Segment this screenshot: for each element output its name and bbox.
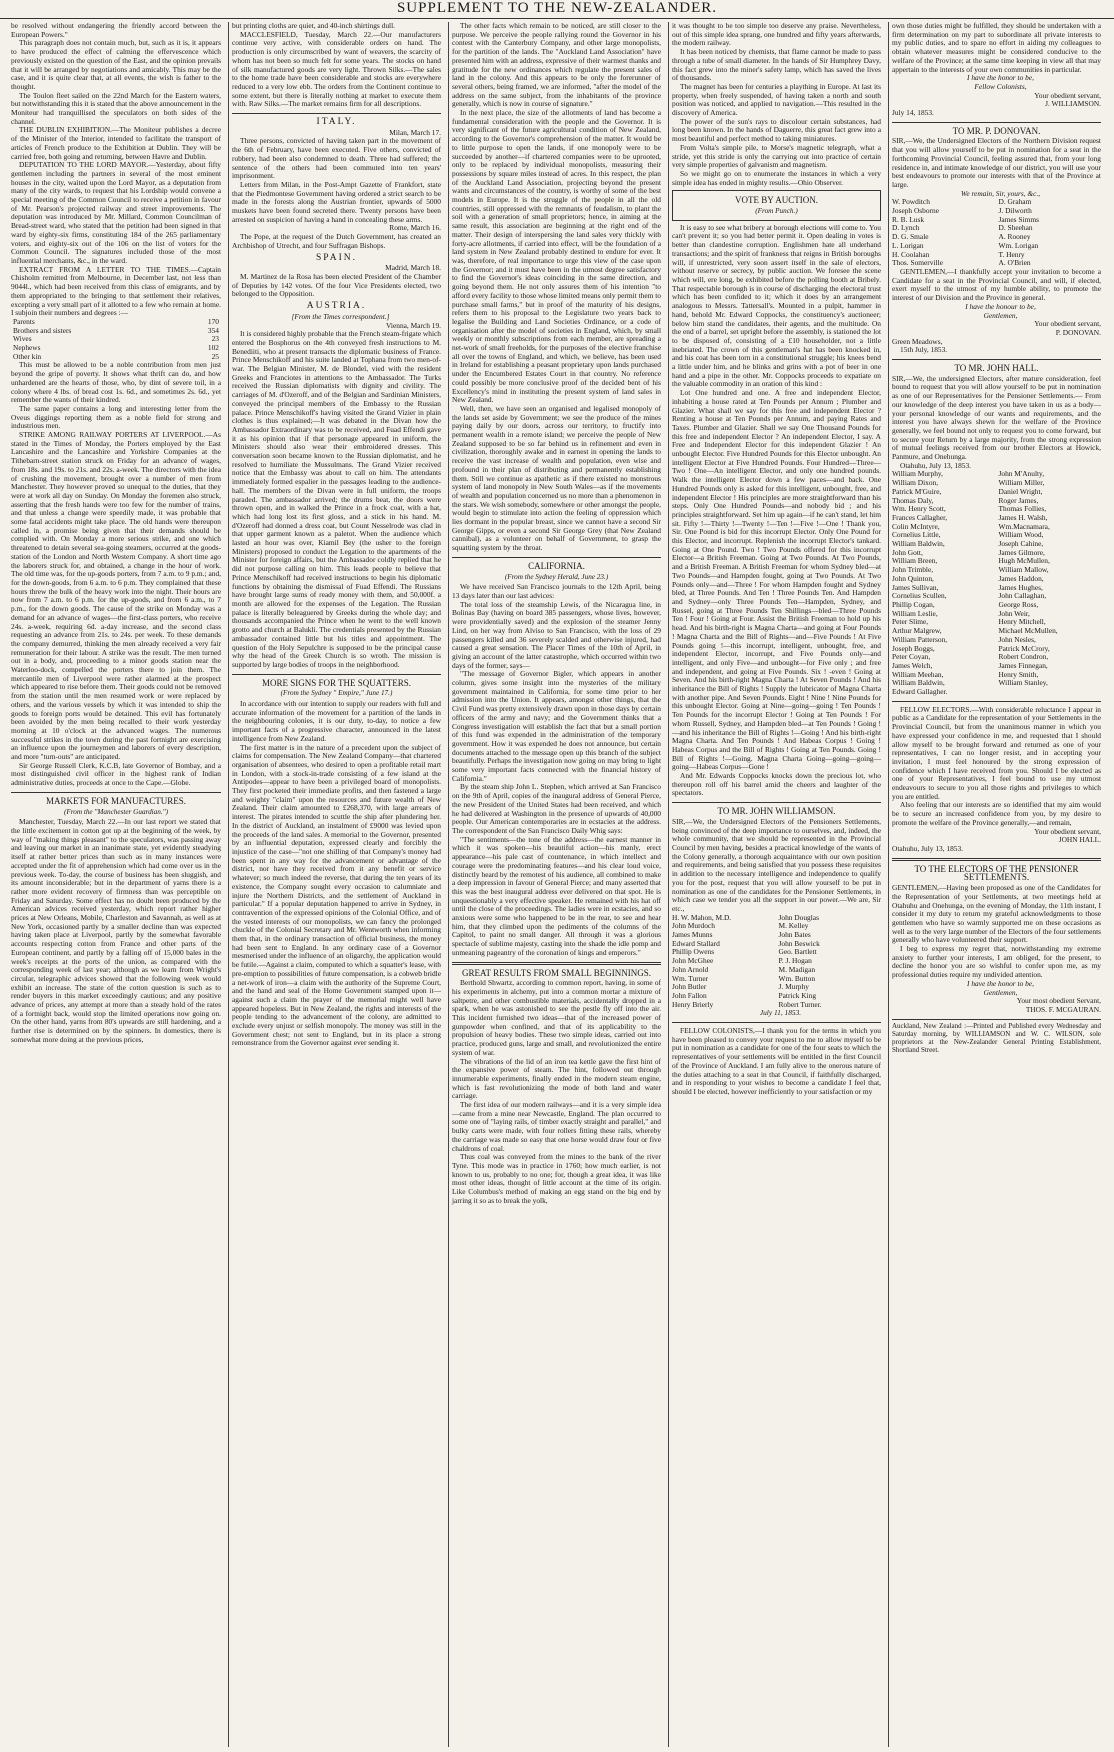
signer-name: William Patterson,	[892, 634, 948, 644]
paragraph: GENTLEMEN,—Having been proposed as one of the Candidates for the Representation of your Settlements, at two meetings held at Otahuhu and Onehunga, on the evening of Monday, the 11th instant, I consider it my duty to return my grateful acknowledgments to those gentlemen who have so warmly supported me on these occasions as well as to the very large number of the Electors of the four settlements generally who have volunteered their support.	[892, 883, 1101, 945]
paragraph: "The message of Governor Bigler, which appears in another column, gives some insight into the mysteries of the military government maintained in California, for some time prior to her admission into the Union. It appears, amongst other things, that the Civil Fund was pretty extensively drawn upon in those days by certain officers of the army and navy; and the Government thinks that a Congress investigation will establish the fact that but a small portion of this fund was expended in the administration of the temporary government. How it was expended he does not announce, but certain documents attached to the message open up this branch of the subject beautifully. Perhaps the investigation now going on may bring to light some very important facts connected with the financial history of California."	[452, 669, 661, 783]
paragraph: SIR,—We, the undersigned Electors, after mature consideration, feel bound to request that you will allow yourself to be put in nomination as one of our Representatives for the Pensioner Settlements.— From our knowledge of the deep interest you have taken in us as a body—your personal knowledge of our wants and requirements, and the interest you have always shewn for the welfare of the Province generally, we feel bound not only to request you to come forward, but to secure your Return by a large majority, from the strong expression of mutual feelings received from our brother Electors at Howick, Panmure, and Onehunga.	[892, 373, 1101, 462]
column-3	[448, 22, 664, 1747]
signers-list	[672, 914, 881, 1010]
signer-name: A. O'Brien	[998, 258, 1031, 268]
date-line: July 14, 1853.	[892, 108, 934, 118]
signer-name: Wm. Turner	[672, 973, 709, 983]
table-row	[11, 335, 221, 344]
paragraph: From Volta's simple pile, to Morse's magnetic telegraph, what a stride, yet this stride is only the carrying out into practice of certain very simple properties of galvanism and magnetism.	[672, 142, 881, 170]
paragraph: The power of the sun's rays to discolour certain substances, had long been known. In the hands of Daguerre, this great fact grew into a most beautiful and perfect method to taking miniatures.	[672, 116, 881, 144]
section-heading: ITALY.	[316, 117, 357, 128]
paragraph: The Toulon fleet sailed on the 22nd March for the Eastern waters, but notwithstanding this it is stated that the above announcement in the Moniteur had tranquillised the speculators on both sides of the channel.	[11, 90, 221, 126]
divider	[672, 1022, 881, 1023]
signature: JOHN HALL.	[1058, 835, 1101, 845]
paragraph: The vibrations of the lid of an iron tea kettle gave the first hint of the expansive power of steam. The hint, followed out through innumerable experiments, finally ended in the modern steam engine, which is fast revolutionizing the mode of both land and water carriage.	[452, 1056, 661, 1101]
signer-name: William Baldwin,	[892, 678, 945, 688]
table-cell: Brothers and sisters	[13, 325, 72, 335]
signer-name: Michael McMullen,	[998, 626, 1058, 636]
signer-name: John Arnold	[672, 964, 709, 974]
signer-name: Patrick M'Guire,	[892, 486, 942, 496]
paragraph: Also feeling that our interests are so identified that my aim would be to secure an increased confidence from you, by my desire to promote the welfare of the Province generally,—and remain,	[892, 800, 1101, 827]
source-line: [From the Times correspondent.]	[291, 311, 390, 321]
divider	[672, 802, 881, 803]
signer-name: James Simms	[998, 214, 1039, 224]
closing: Your obedient servant,	[1034, 90, 1101, 100]
signer-name: Joseph Boggs,	[892, 643, 935, 653]
closing: I have the honor to be,	[967, 978, 1034, 988]
signer-name: W. Powditch	[892, 197, 930, 207]
signer-name: Wm. Button	[778, 973, 816, 983]
source-line: (From the "Manchester Guardian.")	[63, 807, 169, 816]
signer-name: D. G. Smale	[892, 232, 929, 242]
signer-name: Henry Mitchell,	[998, 617, 1046, 627]
closing: Your obedient servant,	[1034, 826, 1101, 836]
signer-name: James Sullivan,	[892, 582, 939, 592]
section-heading: TO MR. JOHN HALL.	[954, 363, 1039, 374]
signer-name: Edward Stallard	[672, 938, 720, 948]
signer-name: Roger James,	[998, 495, 1039, 505]
signer-name: Wm. Lorigan	[998, 240, 1039, 250]
signer-name: John Quinton,	[892, 573, 934, 583]
paragraph: SIR,—We, the Undersigned Electors of the Pensioners Settlements, being convinced of the deep importance to ourselves, and, indeed, the whole community, that we should be represented in the Provincial Council by men having, besides a practical knowledge of the wants of the Colony generally, a thorough acquaintance with our own position and requirements, and being satisfied that you possess these requisites in addition to the necessary intelligence and independence to qualify you for the post, request that you will allow yourself to be put in nomination as one of the candidates for the Pensioner Settlements, in which case we tender you all the support in our power.—We are, Sir etc.,	[672, 816, 881, 913]
signer-name: Phillip Cogan,	[892, 600, 935, 609]
signer-name: Robert Turner.	[778, 999, 822, 1009]
signer-name: William Baldwin,	[892, 539, 945, 549]
signer-name: John Fallon	[672, 990, 707, 1000]
paragraph: own those duties might be fulfilled, they should be undertaken with a firm determination on my part to subordinate all private interests to my public duties, and to spare no effort in aiding my colleagues to obtain whatever measures might be considered conducive to the welfare of the Province; at the same time keeping in view all that may appertain to the interests of your own communities in particular.	[892, 22, 1101, 74]
dateline: Rome, March 16.	[389, 223, 441, 233]
paragraph: And Mr. Edwards Coppocks knocks down the precious lot, who thereupon roll off his barrel amid the cheers and laughter of the spectators.	[672, 771, 881, 798]
signers-list	[892, 198, 1101, 268]
paragraph: It is considered highly probable that the French steam-frigate which entered the Bosphorus on the 4th conveyed fresh instructions to M. Benediiti, who at present transacts the diplomatic business of France. Prince Menschikoff and his suite landed at Tophana from two men-of-war. The Belgian Minister, M. de Blondel, vied with the resident Greeks and Franciotes in attentions to the Ambassador. The Turks received the Russian diplomatists with dignity and civility. The carriages of M. d'Ozeroff, and of the Belgian and Sardinian Ministers, conveyed the principal members of the Embassy to the Russian palace. Prince Menschikoff's having visited the Grand Vizier in plain clothes is thus explained;—It was debated in the Divan how the Ambassador Extraordinary was to be received, and Fuad Effendi gave it as his opinion that if that personage appeared in uniform, the Ministers should also wear their embroidered dresses. This conversation soon became known to the Russian diplomatist, and he resolved to humiliate the Mussulmans. The Grand Vizier received notice that the Embassy was about to call on him. The attendants immediately formed espalier in the passages leading to the audience-hall. The members of the Divan were in full uniform, the troops paraded. The ambassador arrived; the drums beat, the doors were thrown open, and in walked the Prince in a frock coat, with a hat, which had long lost its first gloss, and a stick in his hand. M. d'Ozeroff had donned a dress coat, but Count Nesselrode was clad in that upper garment known as a paletot. When the audience which lasted an hour was over, Kiamil Bey (the usher to the foreign Ministers) proposed to conduct the Legation to the apartments of the Minister for foreign affairs, but the Ambassador coldly replied that he did not purpose calling on him. This leads people to believe that Prince Menschikoff had received instructions to begin his diplomatic functions by obtaining the dismissal of Fuad Effendi. The Russians have brought large sums of ready money with them, and 50,000f. a month are allowed for the expenses of the Legation. The Russian palace is literally beleaguered by Greeks during the whole day; and thousands accompanied the Prince when he went to the well known grotto and church at Balukli. The credentials presented by the Russian ambassador contained little but his titles and appointment. The question of the Holy Sepulchre is supposed to be the principal cause why the head of the Greek Church is so wroth. The mission is supported by large bodies of troops in the neighborhood.	[232, 329, 441, 669]
signer-name: Colin McIntyre,	[892, 521, 940, 531]
signer-name: James H. Walsh,	[998, 512, 1048, 522]
dateline: Madrid, March 18.	[385, 263, 441, 273]
signer-name: James Welch,	[892, 660, 933, 670]
paragraph: MACCLESFIELD, Tuesday, March 22.—Our manufacturers continue very active, with considerable orders on hand. The production is only circumscribed by want of weavers, the scarcity of whom has not been so much felt for some years. The stocks on hand of silk manufactured goods are very light. Thrown Silks.—The sales to the home trade have been considerable and stocks are everywhere reduced to a very low ebb. The orders from the Continent continue to some extent, but there is literally nothing at market to execute them with. Raw Silks.—The market remains firm for all descriptions.	[232, 29, 441, 109]
date-line: Otahuhu, July 13, 1853.	[892, 843, 964, 853]
table-cell: Parents	[13, 316, 35, 326]
divider	[892, 359, 1101, 360]
paragraph: GENTLEMEN,—I thankfully accept your invitation to become a Candidate for a seat in the Provincial Council, and will, if elected, exert myself to the utmost of my humble ability, to promote the interest of our Division and the Province in general.	[892, 266, 1101, 303]
signer-name: William Leslie,	[892, 608, 938, 618]
paragraph: Sir George Russell Clerk, K.C.B, late Governor of Bombay, and a most distinguished civil officer in the highest rank of Indian administrative duties, proceeds at once to the Cape.—Globe.	[11, 760, 221, 788]
paragraph: but printing cloths are quiet, and 40-inch shirtings dull.	[232, 22, 395, 30]
section-heading: TO MR. JOHN WILLIAMSON.	[717, 806, 836, 817]
section-heading: TO THE ELECTORS OF THE PENSIONER SETTLEMENTS.	[914, 863, 1079, 883]
signers-list	[892, 470, 1101, 696]
table-cell: Other kin	[13, 351, 42, 361]
paragraph: "The sentiments—the tone of the address—the earnest manner in which it was spoken—his beautiful action—his manly, erect appearance—his pale cast of countenance, in which intellect and courage were the predominating features—and his clear loud voice, distinctly heard by the remotest of his audience, all combined to make a deep impression in favour of General Pierce; and many asserted that this was the best inaugural address ever delivered on that spot. He is unquestionably a very effective speaker. He remained with his hat off until the close of the proceedings. The ladies were in ecstacies, and so anxious were some who happened to be in the rear, to see and hear him, that they climbed upon the pediments of the columns of the Capitol, to paint no small danger. All through it was a glorious spectacle of sublime majesty, casting into the shade the idle pomp and unmeaning pageantry of the coronation of kings and emperors."	[452, 834, 661, 957]
divider	[892, 858, 1101, 861]
date-line: 15th July, 1853.	[900, 345, 948, 355]
paragraph: Letters from Milan, in the Post-Ampt Gazette of Frankfort, state that the Piedmontese Government having ordered a strict search to be made in the forests along the Austrian frontier, upwards of 5000 muskets have been found secreted there. Twenty persons have been arrested on suspicion of having a hand in concealing these arms.	[232, 179, 441, 224]
dateline: Vienna, March 19.	[386, 320, 441, 330]
paragraph: Berthold Shwartz, according to common report, having, in some of his experiments in alchemy, put into a common mortar a mixture of saltpetre, and other combustible materials, accidentally dropped in a spark, when he was astonished to see the pestle fly off into the air. This incident furnished two ideas—that of the increased power of gunpowder when confined, and that of its applicability to the propulsion of heavy bodies. These two simple ideas, carried out into practice, produced guns, large and small, and revolutionized the entire system of war.	[452, 978, 661, 1057]
signer-name: Henry Smith,	[998, 669, 1039, 679]
paragraph: SIR,—We, the Undersigned Electors of the Northern Division request that you will allow yourself to be put in nomination for a seat in the forthcoming Provincial Council, feeling assured that, from your long residence in, and intimate knowledge of our district, you will use your best endeavours to promote our interests with that of the Province at large.	[892, 136, 1101, 189]
column-5	[888, 22, 1104, 1747]
section-heading: AUSTRIA.	[306, 301, 367, 312]
signer-name: John Callaghan,	[998, 591, 1047, 601]
closing: Your most obedient Servant,	[1016, 996, 1101, 1006]
signer-name: Thomas Daly,	[892, 495, 934, 505]
signer-name: John Butler	[672, 982, 707, 992]
signer-name: John M'Anulty,	[998, 469, 1045, 479]
signer-name: George Ross,	[998, 600, 1039, 609]
signer-name: Joseph Osborne	[892, 206, 940, 216]
paragraph: FELLOW ELECTORS.—With considerable reluctance I appear in public as a Candidate for the representation of your Settlements in the Provincial Council, but from the unanimous manner in which you have expressed your confidence in me, and requested that I should allow myself to be brought forward and returned as one of your representatives, I can no longer resist, and in accepting your invitation, I must feel honoured by the strong expression of confidence which I have received from you. Should I be elected as one of your Representatives, I feel bound to use my utmost endeavours to secure to you all those rights and privileges to which you are entitled.	[892, 704, 1101, 801]
divider	[892, 701, 1101, 702]
section-heading: CALIFORNIA.	[528, 560, 585, 571]
paragraph: The other facts which remain to be noticed, are still closer to the purpose. We perceive the people rallying round the Governor in his contest with the Canterbury Company, and other large monopolists, for the partition of the lands. The "Auckland Land Association" have presented him with an address, expressive of their warmest thanks and gratitude for the new ordinances which regulate the present sales of land in the colony. And this appears to be only the forerunner of several others, being framed, we are informed, "after the model of the address on the same subject, from the inhabitants of the province generally, which is now in course of signature."	[452, 22, 661, 109]
signer-name: Joseph Cahine,	[998, 539, 1044, 549]
paragraph: Lot One hundred and one. A free and independent Elector, inhabiting a house rated at Ten Pounds per Annum ; Plumber and Glazier. What shall we say for this free and independent Elector ? Renting a house at Ten Pounds per Annum, and paying Rates and Taxes. Plumber and Glazier. Shall we say One Thousand Pounds for this free and independent Elector ? An independent Elector, I say. A Free and Independent Elector for this independent Glazier ! An unbought Elector. Five Hundred Pounds for this Elector unbought. An intelligent Elector at Five Hundred Pounds. Four Hundred—Three—Two ! One—An intelligent Elector, and only one hundred pounds. Walk the intelligent Elector down a few paces—and back. One Hundred Pounds only is asked for this intelligent, unbought, free, and independent Elector ! His principles are more straightforward than his steps. Only One Hundred Pounds—and nobody bid ; and his principles straightforward. Set him up again—if he can't stand, let him sit. Fifty !—Thirty !—Twenty !—Ten !—Five !—One ! Thank you, Sir. One Pound is bid for this incorrupt Elector. Only One Pound for this Elector, and incorrupt. Replenish the incorrupt Elector's tankard. Going at One Pound. Two ! Two Pounds offered for this incorrupt Elector—a British Freeman. Going at Two Pounds. At Two Pounds, and a British Freeman. A British Freeman for whom Sydney bled—at Two Pounds—and Hampden fought, going at Two Pounds. At Two Pounds only—and—Three ! For whom Hampden fought and Sydney bled, at Three Pounds. And Ten ! Three Pounds Ten. And Hampden and Sydney—only Three Pounds Ten—Hampden, Sydney, and Russel, going at Three Pounds Ten Shillings—bled—Three Pounds Ten ! Four ! Going at Four. Assist the British Freeman to hold up his head. And his birth-right is Magna Charta—and going at Four Pounds ! Magna Charta and the Bill of Rights—and—Five Pounds ! At Five Pounds going !—this incorrupt, intelligent, unbought, free, and independent Elector, incorrupt, and Five Pounds only—and intelligent, and only Five—and unbought—for Five only ; and free and independent, and going at Five Pounds. Six ! ‑even ! Going at Seven. And his birth-right Magna Charta ! At Seven Pounds ! And his inheritance the Bill of Rights ! Supply the lubricator of Magna Charta with another pipe. And Seven Pounds. Eight ! Nine ! Nine Pounds for this unbought Elector. Going at Nine—going—going ! Ten Pounds ! Ten Pounds for the incorrupt Elector ! Going at Ten Pounds ! For whom Russell, Sydney, and Hampden bled—at Ten Pounds ! Going !—and his inheritance the Bill of Rights !—Going ! And his birth-right Magna Charta. And Ten Pounds ! And Habeas Corpus ! Going ! Habeas Corpus and the Bill of Rights ! Going at Ten Pounds. Going ! Bill of Rights !—Going. Magna Charta Going—going—going—going—Habeas Corpus—Gone !	[672, 388, 881, 772]
closing: Fellow Colonists,	[974, 81, 1027, 91]
signer-name: Peter Coyan,	[892, 652, 931, 662]
paragraph: M. Martinez de la Rosa has been elected President of the Chamber of Deputies by 142 votes. Of the four Vice Presidents elected, two belonged to the Opposition.	[232, 271, 441, 299]
signer-name: J. Murphy	[778, 982, 809, 992]
paragraph: The total loss of the steamship Lewis, of the Nicaragua line, in Bolinas Bay (having on board 385 passengers, whose lives, however, were providentially saved) and the explosion of the steamer Jenny Lind, on her way from Alviso to San Francisco, with the loss of 29 passengers killed and 36 severely scalded and otherwise injured, had caused a great sensation. The Placer Times of the 10th of April, in giving an account of the latter catastrophe, which occurred within two days of the former, says—	[452, 599, 661, 670]
paragraph: it was thought to be too simple too deserve any praise. Nevertheless, out of this simple idea sprang, one hundred and fifty years afterwards, the modern railway.	[672, 22, 881, 48]
signer-name: Patrick McCrory,	[998, 643, 1050, 653]
section-heading: SPAIN.	[316, 252, 357, 263]
signer-name: Henry Brierly	[672, 999, 714, 1009]
closing: I have the honour to be,	[965, 301, 1036, 311]
signer-name: Cornelius Scullen,	[892, 591, 947, 601]
place-line: Green Meadows,	[892, 336, 943, 346]
signer-name: John McGhee	[672, 956, 714, 966]
signer-name: William Breen,	[892, 556, 938, 566]
table-cell: Nephews	[13, 343, 41, 353]
paragraph: The first idea of our modern railways—and it is a very simple idea—came from a mine near Newcastle, England. The plan occurred to some one of "laying rails, of timber exactly straight and parallel," and bulky carts were made, with four rollers fitting these rails, whereby the carriage was made so easy that one horse would draw four or five chaldrons of coal.	[452, 1100, 661, 1153]
signer-name: James Hughes,	[998, 582, 1043, 592]
signer-name: William Meehan,	[892, 669, 944, 679]
paragraph: THE DUBLIN EXHIBITION.—The Moniteur publishes a decree of the Minister of the Interior, intended to facilitate the transport of articles of French produce to the Exhibition at Dublin. They will be carried free, both going and returning, between Havre and Dublin.	[11, 125, 221, 161]
paragraph: This paragraph does not contain much, but, such as it is, it appears to have produced the effect of calming the effervescence which previously existed on the question of the East, and the opinion prevails that it will be arranged by negotiations and amicably. This may be the case, and it is quite clear that, at all events, the wish is father to the thought.	[11, 38, 221, 91]
paragraph: In the next place, the size of the allotments of land has become a fundamental consideration with the people and the Governor. It is very significant of the future agricultural condition of New Zealand, according to the Governor's comprehension of the matter. It would be to little purpose to open the lands, if one monopoly were to be succeeded by another—if chartered companies were to be uprooted, only to be replaced by individual monopolists, measuring their possessions by square miles instead of acres. In this respect, the plan of the Auckland Land Association, projecting beyond the present wants and circumstances of the country, is worthy of some of the best models in Europe. It is the struggle of the people in all the old countries, still oppressed with the remnants of feudalism, to plant the soil with a generation of small proprietors; hence, in aiming at the same result, this association are beginning at the right end of the matter. Their design of interspersing the land sales very thickly with forty-acre allotments, if carried into effect, will be the foundation of a land system in New Zealand probably destined to endure for ever. It was, therefore, of real importance to urge this view of the case upon the Governor; and it must have been in the utmost degree satisfactory to find the Governor's ideas coinciding in the same direction, and going beyond them. He not only assures them of his intention "to afford every facility to those whose limited means only permit them to purchase small farms," but in proof of the maturity of his designs, refers them to his proposal to the Legislature two years back to legalise the Building and Land Societies Ordinance, or a code of organisation after the model of societies in England, which, by small weekly or monthly subscriptions from each member, are spreading a net-work of small freeholds, for the purposes of the elective franchise all over the towns of England, and which, we believe, has been used in Ireland for establishing a peasant proprietary upon lands purchased under the Encumbered Estates Court in that country. No reference could possibly be more conclusive proof of the decided bent of his Excellency's mind in instituting the present system of land sales in New Zealand.	[452, 108, 661, 405]
paragraph: STRIKE AMONG RAILWAY PORTERS AT LIVERPOOL.—As stated in the Times of Monday, the Porters employed by the East Lancashire and the Lancashire and Yorkshire Companies at the Tithebarn-street station struck on Friday for an advance of wages, from 18s. and 19s. to 21s. and 22s. a-week. The directors with the idea of crushing the movement, brought over a number of men from Manchester. They however proved so unequal to the duties, that they were at work all day on Sunday. On Monday the foremen also struck, asserting that the fresh hands were too few for the number of trains, and that unless a change were speedily made, it was probable that some fatal accidents might take place. The old hands were thereupon called in, a promise being given that their demands should be complied with. On Monday a more serious strike, and one which threatened to detain several sea-going steamers, occurred at the goods-station of the London and North Western Company. A short time ago the laborers struck for, and obtained, a change in the hour of work. The old time was, for the up-goods porters, from 7 a.m. to 9 p.m.; and, for the down-goods, from 6 a.m. to 6 p.m. They complained that these hours threw the bulk of the heavy work into the night. Their hours are now from 7 a.m. to 6 p.m. for the up-goods, and from 6 a.m., to 7 p.m., for the down goods. The cause of the strike on Monday was a demand for an advance of wages—the first-class porters, who receive 24s. a-week, requiring 6d. a-day increase, and the second class requesting an advance from 21s. to 24s. per week. To these demands the company demurred, thinking the men already received a very fair remuneration for their labour. A strike was the result. The men turned out in a body, and, proceeding to a minor goods station near the Waterloo-dock, compelled the porters there to join them. The mercantile men of Liverpool were rather alarmed at the prospect which appeared to rise before them. Their goods could not be removed from the station until the men resumed work or were replaced by others, and the various vessels by which it was intended to ship the goods to foreign ports would be detained. This evil has fortunately been avoided by the men being recalled to their work yesterday morning at 10 o'clock at the advanced wages. The numerous successful strikes in the town during the past fortnight are exercising an influence upon the journeymen and laborers of every description, and more "turn-outs" are anticipated.	[11, 430, 221, 762]
paragraph: be resolved without endangering the friendly accord between the European Powers."	[11, 22, 221, 39]
signature: THOS. F. MCGAURAN.	[1025, 1004, 1101, 1014]
colophon: Auckland, New Zealand :—Printed and Published every Wednesday and Saturday morning, by WILLIAMSON and W. C. WILSON, sole proprietors at the New-Zealander General Printing Establishment, Shortland Street.	[892, 1019, 1101, 1054]
signer-name: William Dixon,	[892, 478, 939, 488]
signer-name: John Gott,	[892, 547, 923, 557]
section-heading: MARKETS FOR MANUFACTURES.	[45, 795, 187, 806]
table-cell: Wives	[13, 334, 32, 344]
signer-name: M. Madigan	[778, 964, 816, 974]
section-heading: TO MR. P. DONOVAN.	[952, 125, 1041, 136]
closing: Gentlemen,	[983, 987, 1018, 997]
columns	[8, 22, 1106, 1747]
signer-name: D. Lynch	[892, 223, 920, 233]
closing: Gentlemen,	[983, 310, 1018, 320]
table-row	[11, 327, 221, 336]
closing: We remain, Sir, yours, &c.,	[960, 188, 1041, 198]
vote-by-auction-box	[672, 190, 881, 220]
table-cell: 354	[207, 325, 219, 335]
signer-name: P. J. Hogan	[778, 956, 812, 966]
signer-name: Arthur Malgrew,	[892, 626, 942, 636]
source-line: (From the Sydney " Empire," June 17.)	[280, 689, 393, 698]
signer-name: L. Lorigan	[892, 240, 924, 250]
signer-name: T. Henry	[998, 249, 1025, 259]
signer-name: H. W. Mahon, M.D.	[672, 912, 732, 922]
signer-name: John Beswick	[778, 938, 820, 948]
signature: P. DONOVAN.	[1055, 327, 1101, 337]
signer-name: J. Dilworth	[998, 206, 1032, 216]
signer-name: William Stanley,	[998, 678, 1048, 688]
section-heading: GREAT RESULTS FROM SMALL BEGINNINGS.	[462, 967, 651, 978]
signer-name: Wm.Macnamara,	[998, 521, 1050, 531]
signer-name: D. Graham	[998, 197, 1032, 207]
dateline: Milan, March 17.	[389, 127, 441, 137]
paragraph: It is easy to see what bribery at borough elections will come to. You can't prevent it; so you had better permit it. Open dealing in votes is better than clandestine corruption. Englishmen hate all underhand transactions; and the spirit of frankness that reigns in British boroughs will, if unrestricted, very soon assert itself in the sale of electors, without reserve or secrecy, by public auction. We foresee the scene which will, ere long, be exhibited before the polling booth at Bribely. That respectable borough is in course of discharging the electoral trust which has been confided to it; which it does by an arrangement analogous to Messrs. Tattersall's. Mounted in a pulpit, hammer in hand, behold Mr. Edward Coppocks, the constituency's auctioneer; below him stand the candidates, their agents, and the multitude. On the end of a barrel, set upright before the assembly, is stationed the lot to be disposed of, consisting of a £10 householder, not a little inebriated. The crown of this gentleman's hat has been knocked in, and his coat has been torn in a constitutional struggle; his knees bend a little under him, and he blinks and grins with a pot of beer in one hand and a pipe in the other. Mr. Coppocks proceeds to expatiate on the valuable commodity in an oration of this kind :	[672, 222, 881, 389]
paragraph: We have received San Francisco journals to the 12th April, being 13 days later than our last advices:	[452, 582, 661, 600]
paragraph: DEPUTATION TO THE LORD MAYOR.—Yesterday, about fifty gentlemen including the partners in several of the most eminent houses in the city, waited upon the Lord Mayor, as a deputation from many of the city wards, to request that his Lordship would convene a special meeting of the Common Council to receive a petition in favour of Mr. Pearson's projected railway and street improvements. The deputation was introduced by Mr. Millard, Common Councilman of Bread-street ward, who stated that the petition had been signed in that ward by eighty-six firms, constituting 184 of the 265 parliamentary voters, and eighty-six out of the 106 on the list of voters for the Common Council. The signatures included those of the most influential merchants, &c., in the ward.	[11, 160, 221, 265]
signer-name: John Nesles,	[998, 634, 1036, 644]
signer-name: William Murphy,	[892, 469, 943, 479]
signer-name: John Bates	[778, 930, 811, 940]
divider	[452, 962, 661, 965]
divider	[11, 792, 221, 793]
signature: J. WILLIAMSON.	[1045, 99, 1101, 109]
paragraph: Thus coal was conveyed from the mines to the bank of the river Tyne. This mode was in practice in 1760; how much earlier, is not known to us, probably to no one; for, though a great idea, it was like most other ideas, thought of little account at the time of its origin. Like Columbus's method of making an egg stand on the big end by jarring it so as to break the yolk,	[452, 1152, 661, 1205]
signer-name: John Murdoch	[672, 921, 715, 931]
relatives-table	[11, 318, 221, 362]
divider	[892, 122, 1101, 123]
signer-name: M. Kelley	[778, 921, 809, 931]
paragraph: The same paper contains a long and interesting letter from the Oveus diggings reporting them as a noble field for strong and industrious men.	[11, 403, 221, 431]
signer-name: Frances Callagher,	[892, 512, 948, 522]
signer-name: James Gilmore,	[998, 547, 1045, 557]
signer-name: Robert Condron,	[998, 652, 1049, 662]
paragraph: Three persons, convicted of having taken part in the movement of the 6th of February, have been executed. Five others, convicted of robbery, had been also condemned to death. Three had suffered; the sentence of the others had been commuted into ten years' imprisonment.	[232, 136, 441, 181]
place-line: Otahuhu, July 13, 1853.	[900, 460, 972, 470]
paragraph: The first matter is in the nature of a precedent upon the subject of claims for compensation. The New Zealand Company—that chartered organisation of absentees, who desired to open a profitable retail mart in London, with a stock-in-trade consisting of a few island at the Antipodes—appear to have been a privileged board of monopolists. They first pocketed their immediate profits, and then fastened a large and weighty "claim" upon the resources and future wealth of New Zealand. Their claim amounted to £268,370, with large arrears of interest. The pirates intended to scuttle the ship after plundering her. In the district of Auckland, an instalment of £9000 was levied upon the proceeds of the land sales. A memorial to the Governor, presented by an influential deputation, expressed clearly and forcibly the injustice of the case—"not one shilling of that Company's money had been spent in any way for the advancement or advantage of the district, nor have they received from it any benefit or service whatever; so much indeed the reverse, that during the ten years of its existence, the Company sought every occasion to calumniate and injure the Northern Districts, and the settlement of Auckland in particular." If a popular deputation happened to arrive in Sydney, in contravention of the expressed opinions of the Colonial Office, and of the vested interests of our monopolists, we can fancy the prolonged chuckle of the Colonial Secretary and Mr. Wentworth when informing them that, in the ordinary transaction of official business, the money had been sent to England. In any ordinary case of a Governor mesmerised under the influence of an oligarchy, the application would be futile.—Against a claim, computed to which a squatter's lease, with pre-emption to possibilities of future compensation, is a cobweb bridle a net-work of iron—a claim with the authority of the Supreme Court, and the hand and seal of the Home Government stamped upon it—against such a claim the prayer of the memorial might well have appeared hopeless. But in New Zealand, the rights and interests of the people tending to the advancement of the colony, are admitted to exclude every unjust or selfish monopoly. The money was still in the Government chest; not sent to England, but in its place a strong remonstrance from the Governor against ever sending it.	[232, 742, 441, 1048]
signer-name: James Haddon,	[998, 573, 1044, 583]
column-2	[228, 22, 444, 1747]
column-1	[8, 22, 224, 1747]
divider	[232, 674, 441, 675]
paragraph: Well, then, we have seen an organised and legalised monopoly of the lands set aside by Government; we see the produce of the mines paying daily by our doors, across our territory, to fructify into permanent wealth in a remote island; we perceive the people of New Zealand supposed to be so far behind us in refinement and even in civilization, thoroughly awake and in earnest in opening the lands to receive the vast increase of wealth and population, even wise and profound in their plan of distributing and permanently establishing them. Still we continue as apathetic as if there existed no monstrous system of land monopoly in New South Wales—as if the movements of wealth and population concerned us no more than a phenomenon in the stars. We wish somebody, somewhere or other amongst the people, would begin to stimulate into action the feeling of oppression which lies dormant in the popular breast, since we cannot have a second Sir George Gipps, or even a second Sir George Grey (that New Zealand cannibal), as a volunteer on behalf of Government, to grasp the squatting system by the throat.	[452, 403, 661, 553]
signer-name: Thomas Follies,	[998, 504, 1047, 514]
signer-name: R. B. Lusk	[892, 214, 925, 224]
table-cell: 170	[207, 316, 219, 326]
paragraph: In accordance with our intention to supply our readers with full and accurate information of the movement for a partition of the lands in the neighbouring colonies, it is our duty, to-day, to notice a few important facts of a progressive character, announced in the latest intelligence from New Zealand.	[232, 699, 441, 743]
paragraph: The magnet has been for centuries a plaything in Europe. At last its property, when freely suspended, of having taken a north and south position was noticed, and applied to navigation.—This resulted in the discovery of America.	[672, 81, 881, 118]
table-cell: 102	[207, 343, 219, 353]
date-line: July 11, 1853.	[759, 1008, 802, 1018]
divider	[232, 113, 441, 114]
signer-name: William Miller,	[998, 478, 1045, 488]
signer-name: John Weir,	[998, 608, 1030, 618]
closing: Your obedient servant,	[1034, 319, 1101, 329]
source-line: (From Punch.)	[755, 207, 798, 216]
signer-name: Cornelius Little,	[892, 530, 941, 540]
signer-name: A. Rooney	[998, 232, 1031, 242]
paragraph: I beg to express my regret that, notwithstanding my extreme anxiety to further your interests, I am obliged, for the present, to decline the honor you are so wishful to confer upon me, as my professional duties require my undivided attention.	[892, 944, 1101, 980]
divider	[452, 557, 661, 558]
table-row	[11, 344, 221, 353]
signer-name: Wm. Henry Scott,	[892, 504, 946, 514]
column-4	[668, 22, 884, 1747]
table-cell: 25	[211, 351, 219, 361]
signer-name: Geo. Bartlett	[778, 947, 817, 957]
signer-name: James Munns	[672, 930, 713, 940]
signer-name: John Douglas	[778, 912, 819, 922]
paragraph: So we might go on to enumerate the instances in which a very simple idea has ended in mighty results.—Ohio Observer.	[672, 168, 881, 187]
paragraph: FELLOW COLONISTS,—I thank you for the terms in which you have been pleased to convey your request to me to allow myself to be put in nomination as a candidate for one of the four seats to which the representatives of your settlements will be entitled in the first Council of the Province of Auckland. I am fully alive to the onerous nature of the duties attaching to a seat in that Council, if faithfully discharged, and in responding to your wishes to become a candidate I feel that, should I be elected, however inefficiently to your satisfaction or my	[672, 1026, 881, 1096]
paragraph: The Pope, at the request of the Dutch Government, has created an Archbishop of Utrecht, and four Suffragan Bishops.	[232, 232, 441, 250]
signer-name: D. Sheehan	[998, 223, 1033, 233]
signer-name: Thos. Somerville	[892, 258, 943, 268]
paragraph: Manchester, Tuesday, March 22.—In our last report we stated that the little excitement in cotton got up at the beginning of the week, by way of "making things pleasant" to the speculators, was passing away and leaving our market in an inanimate state, yet evidently steadying itself at rather better prices than such as in many instances were accepted under the fit of apprehension which had come over us in the previous week. To-day, the course of business has been sluggish, and its amount inconsiderable; but in the department of yarns there is a rather more evident recovery of firmness than was perceptible on Friday and Saturday. Some effect has no doubt been produced by the American advices received yesterday, which report rather higher prices at New Orleans, Mobile, Charleston and Savannah, as well as at New York, occasioned partly by a smaller decline than was expected having taken place at Liverpool, partly by the somewhat favorable accounts respecting cotton from France and other parts of the European continent, and partly by a falling off of 15,000 bales in the week's receipts at the ports of the union, as compared with the corresponding week of last year; although as we learn from Wright's circular, telegraphic advices showed that the following week would exhibit an increase. The state of the cotton question is such as to render buyers in this market exceedingly cautious; and any positive advance of prices, any attempt at more than a steady hold of the rates of a fortnight back, would stop the limited operations now going on. On the other hand, yarns from 80's upwards are still hardening, and a further rise is determined on by the spinners. In domestics, there is somewhat more doing at the previous prices,	[11, 817, 221, 1044]
paragraph: This must be allowed to be a noble contribution from men just beyond the gripe of poverty. It shows what thrift can do, and how unhardened are the hearts of those, who, by dint of severe toil, in a colony where 4 lbs. of bread cost 1s. 6d., and sometimes 2s. 6d., yet remember the wants of their kindred.	[11, 360, 221, 405]
signer-name: Patrick King	[778, 990, 817, 1000]
signer-name: William Wood,	[998, 530, 1044, 540]
paragraph: EXTRACT FROM A LETTER TO THE TIMES.—Captain Chisholm remitted from Melbourne, in December last, not less than 9044l., which had been received from this class of emigrants, and by them appropriated to the bringing to that settlement their relatives, excepting a very small part of it allotted to a few who remain at home. I subjoin their numbers and degrees :—	[11, 264, 221, 318]
table-cell: 23	[211, 334, 219, 344]
signer-name: John Trimble,	[892, 565, 934, 575]
signer-name: James Finnegan,	[998, 660, 1048, 670]
signer-name: William Mallow,	[998, 565, 1049, 575]
signer-name: Peter Slime,	[892, 617, 929, 627]
paragraph: It has been noticed by chemists, that flame cannot be made to pass through a tube of small diameter. In the hands of Sir Humphrey Davy, this fact grew into the miner's safety lamp, which has saved the lives of thousands.	[672, 47, 881, 83]
section-heading: MORE SIGNS FOR THE SQUATTERS.	[261, 677, 412, 688]
section-heading: VOTE BY AUCTION.	[735, 195, 818, 206]
paragraph: By the steam ship John L. Stephen, which arrived at San Francisco on the 9th of April, copies of the inaugural address of General Pierce, the new President of the United States had been received, and which he had delivered at Washington in the presence of upwards of 40,000 people. Our American contemporaries are in ecstacies at the address. The correspondent of the San Francisco Daily Whig says:	[452, 782, 661, 835]
signer-name: Daniel Wright,	[998, 486, 1043, 496]
source-line: (From the Sydney Herald, June 23.)	[504, 572, 609, 581]
closing: I have the honor to be,	[967, 73, 1034, 83]
signer-name: H. Coolahan	[892, 249, 930, 259]
signer-name: Hugh McMullen,	[998, 556, 1050, 566]
signer-name: Edward Gallagher.	[892, 687, 948, 697]
masthead: SUPPLEMENT TO THE NEW-ZEALANDER.	[0, 0, 1114, 19]
signer-name: Phillip Owens	[672, 947, 715, 957]
